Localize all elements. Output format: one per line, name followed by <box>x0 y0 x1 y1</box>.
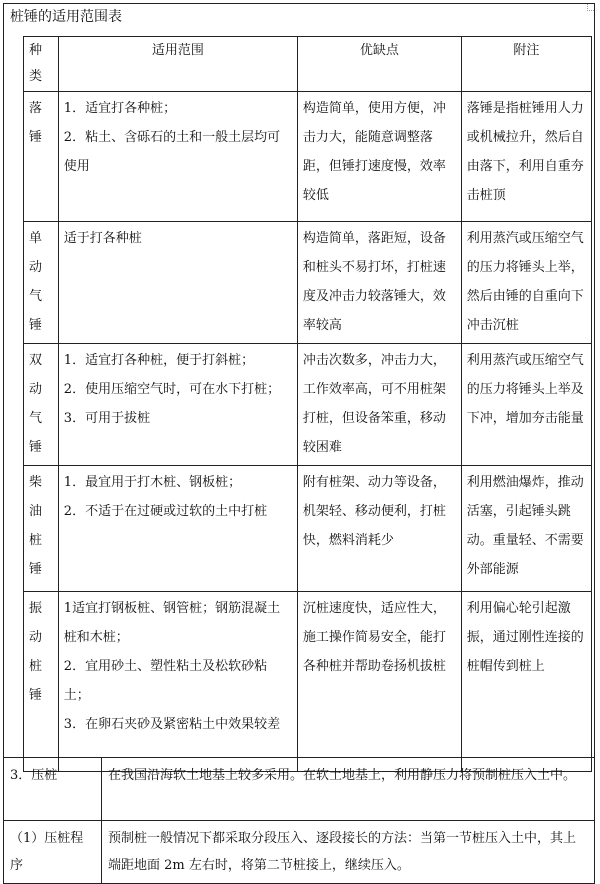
row-note: 利用燃油爆炸，推动活塞，引起锤头跳动。重量轻、不需要外部能源 <box>461 466 591 592</box>
static-pile-row <box>4 758 595 821</box>
scope-line: 2．使用压缩空气时，可在水下打桩； <box>63 382 281 397</box>
header-kind: 种类 <box>24 37 59 92</box>
procedure-text: 预制桩一般情况下都采取分段压入、逐段接长的方法：当第一节桩压入土中，其上端距地面 2m 左右时，将第二节桩接上，继续压入。 <box>102 821 595 884</box>
row-kind: 柴油 桩锤 <box>24 466 59 592</box>
row-scope <box>58 92 297 222</box>
static-pile-label: 3．压桩 <box>4 758 102 821</box>
scope-line: 2．不适于在过硬或过软的土中打桩 <box>63 504 268 519</box>
row-kind: 单 动 气锤 <box>24 222 59 344</box>
header-notes: 附注 <box>461 37 591 92</box>
row-scope <box>58 222 297 344</box>
scope-line: 3．在卵石夹砂及紧密粘土中效果较差 <box>63 717 281 732</box>
scope-line: 2．粘土、含砾石的土和一般土层均可使用 <box>63 130 281 174</box>
row-kind: 双 动 气锤 <box>24 344 59 466</box>
pile-hammer-table <box>23 36 592 772</box>
row-kind: 落锤 <box>24 92 59 222</box>
row-scope <box>58 592 297 772</box>
header-pros-cons: 优缺点 <box>297 37 461 92</box>
pile-hammer-section <box>3 3 595 758</box>
static-pile-text: 在我国沿海软土地基上较多采用。在软土地基上，利用静压力将预制桩压入土中。 <box>102 758 595 821</box>
scope-line: 1．适宜打各种桩； <box>63 101 177 116</box>
corner-mark <box>587 4 594 11</box>
row-note: 利用蒸汽或压缩空气的压力将锤头上举及下冲，增加夯击能量 <box>461 344 591 466</box>
row-scope <box>58 344 297 466</box>
header-scope: 适用范围 <box>58 37 297 92</box>
scope-line: 适于打各种桩 <box>63 231 142 246</box>
row-scope <box>58 466 297 592</box>
scope-line: 1适宜打钢板桩、钢管桩；钢筋混凝土桩和木桩； <box>63 601 281 645</box>
scope-line: 3．可用于拔桩 <box>63 411 151 426</box>
static-pile-table <box>3 757 595 884</box>
table-row <box>24 92 592 222</box>
scope-line: 1．适宜打各种桩，便于打斜桩； <box>63 353 255 368</box>
procedure-row <box>4 821 595 884</box>
row-note: 落锤是指桩锤用人力或机械拉升，然后自由落下，利用自重夯击桩顶 <box>461 92 591 222</box>
row-pros-cons: 构造简单，使用方便，冲击力大，能随意调整落距，但锤打速度慢，效率较低 <box>297 92 461 222</box>
row-pros-cons: 构造简单，落距短，设备和桩头不易打坏，打桩速度及冲击力较落锤大，效率较高 <box>297 222 461 344</box>
table-row <box>24 592 592 772</box>
table-title: 桩锤的适用范围表 <box>10 9 122 25</box>
document-page <box>3 3 596 873</box>
table-row <box>24 466 592 592</box>
row-note: 利用蒸汽或压缩空气的压力将锤头上举，然后由锤的自重向下冲击沉桩 <box>461 222 591 344</box>
row-pros-cons: 附有桩架、动力等设备，机架轻、移动便利，打桩快，燃料消耗少 <box>297 466 461 592</box>
table-header-row <box>24 37 592 92</box>
row-pros-cons: 沉桩速度快，适应性大，施工操作简易安全，能打各种桩并帮助卷扬机拔桩 <box>297 592 461 772</box>
procedure-label: （1）压桩程序 <box>4 821 102 884</box>
scope-line: 2．宜用砂土、塑性粘土及松软砂粘土； <box>63 659 268 703</box>
table-row <box>24 222 592 344</box>
row-note: 利用偏心轮引起激振，通过刚性连接的桩帽传到桩上 <box>461 592 591 772</box>
scope-line: 1．最宜用于打木桩、钢板桩； <box>63 475 242 490</box>
table-row <box>24 344 592 466</box>
row-kind: 振 动 桩锤 <box>24 592 59 772</box>
row-pros-cons: 冲击次数多，冲击力大，工作效率高，可不用桩架打桩，但设备笨重，移动较困难 <box>297 344 461 466</box>
